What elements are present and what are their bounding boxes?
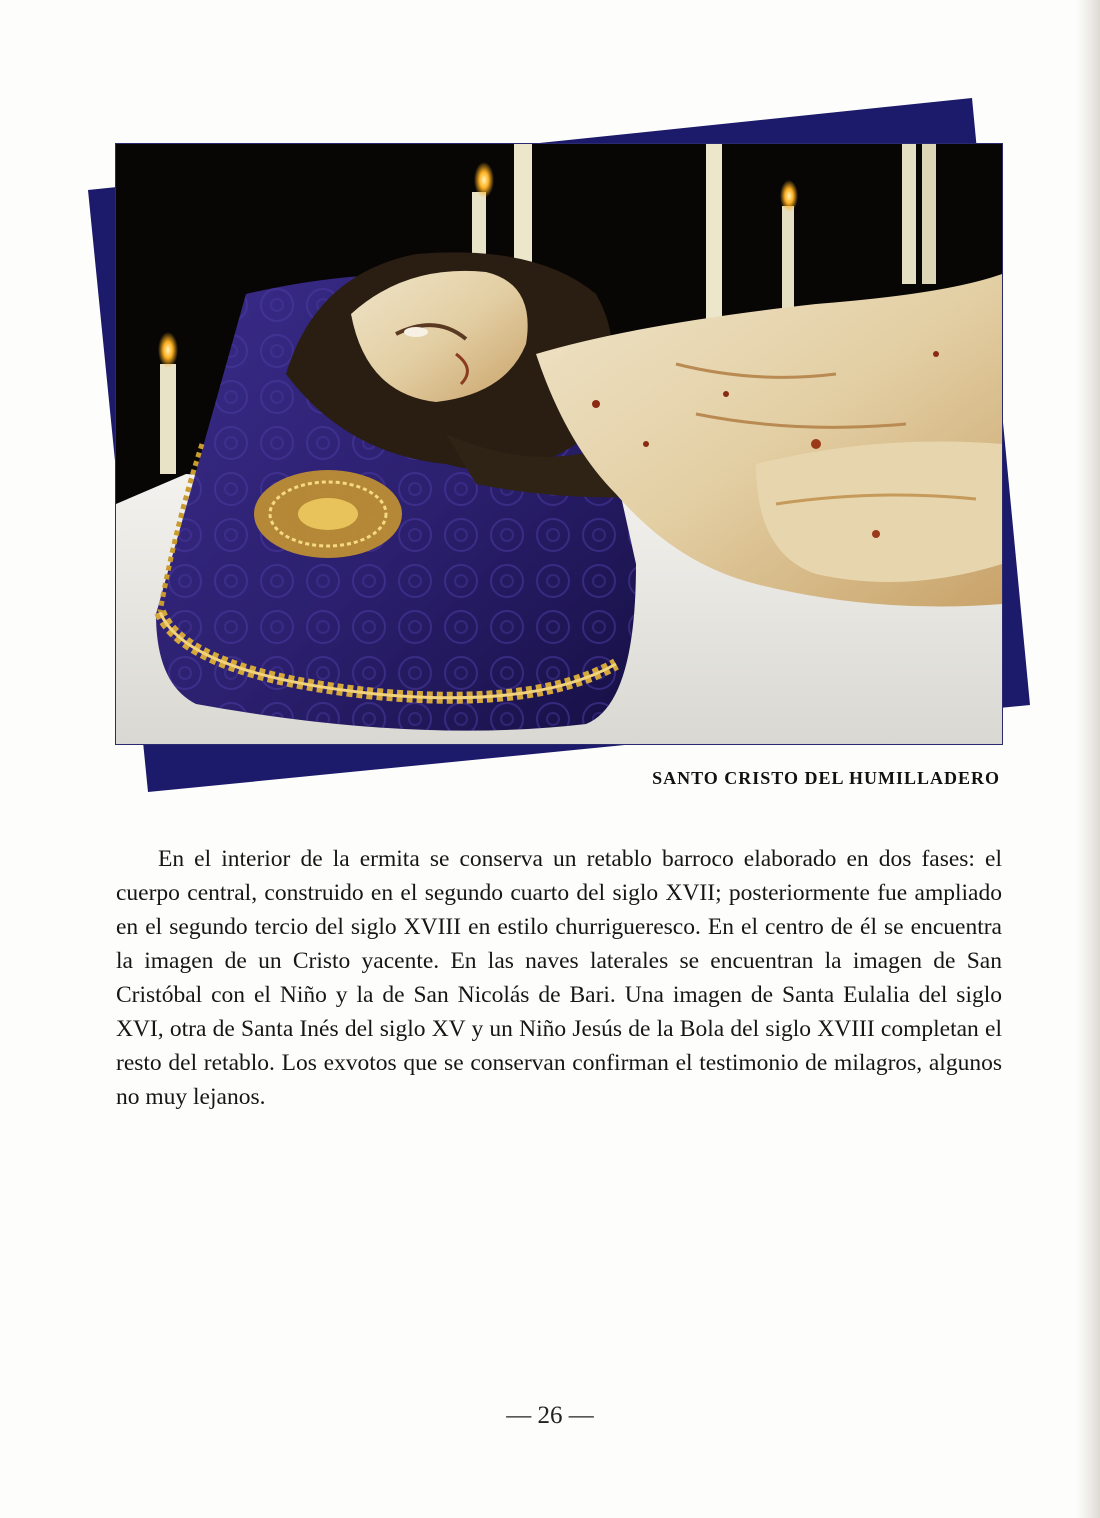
photo-illustration — [116, 144, 1002, 744]
page-number: — 26 — — [506, 1402, 594, 1429]
photo-caption: SANTO CRISTO DEL HUMILLADERO — [652, 768, 1000, 788]
body-paragraph: En el interior de la ermita se conserva un retablo barroco elaborado en dos fases: el cuerpo central, construido en el segundo cuarto del siglo XVII; posteriormente fue ampliado en el segundo tercio del siglo XVIII en estilo churrigueresco. En el centro de él se encuentra la imagen de un Cristo yacente. En las naves laterales se encuentran la imagen de San Cristóbal con el Niño y la de San Nicolás de Bari. Una imagen de Santa Eulalia del siglo XVI, otra de Santa Inés del siglo XV y un Niño Jesús de la Bola del siglo XVIII completan el resto del retablo. Los exvotos que se conservan confirman el testimonio de milagros, algunos no muy lejanos. — [116, 846, 1002, 1110]
photo — [116, 144, 1002, 744]
